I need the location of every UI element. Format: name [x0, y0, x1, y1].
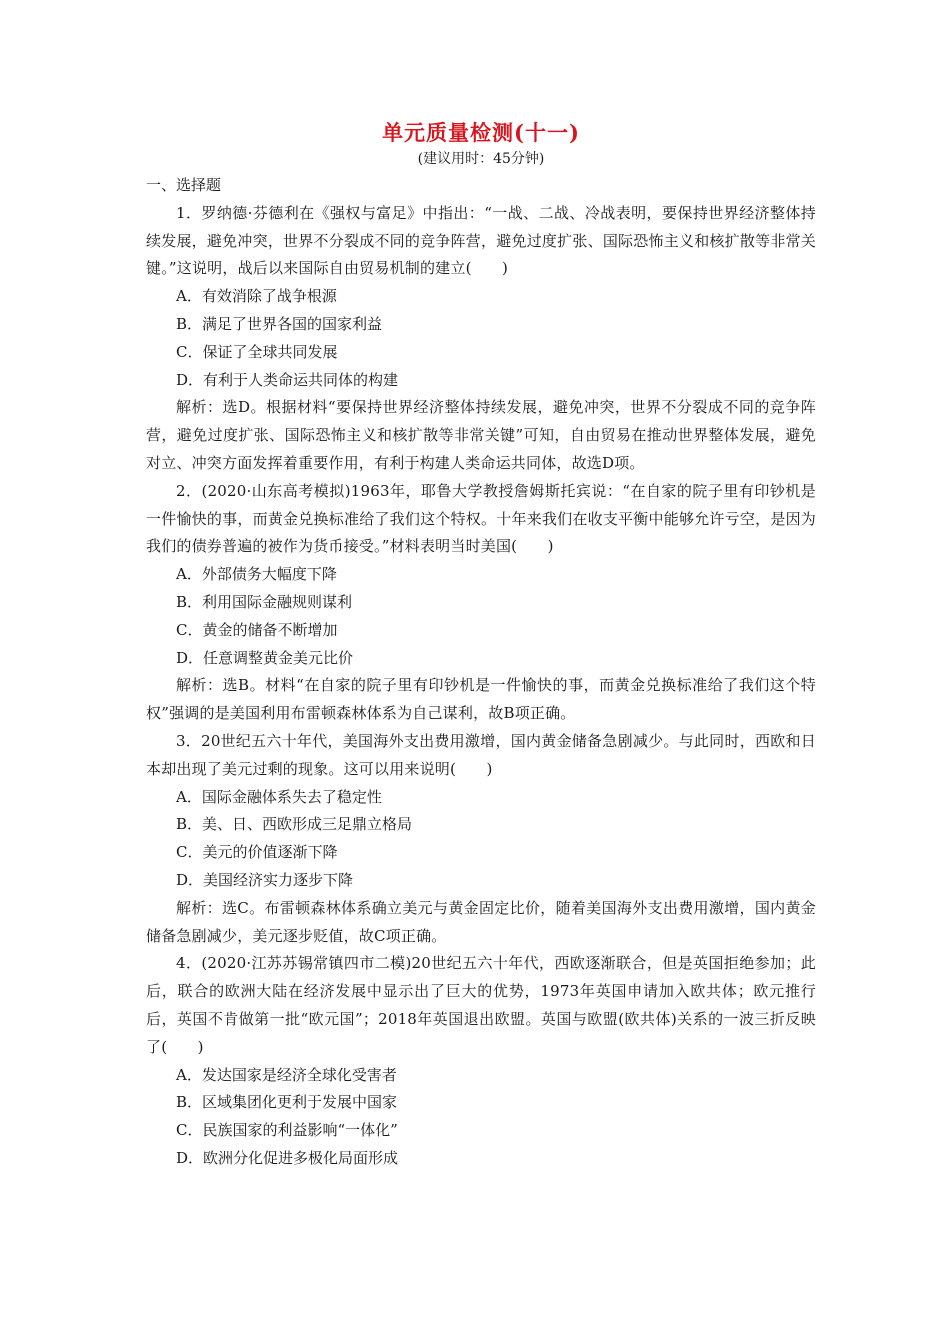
question-stem: 3．20世纪五六十年代，美国海外支出费用激增，国内黄金储备急剧减少。与此同时，西欧和日本却出现了美元过剩的现象。这可以用来说明( ) — [146, 731, 816, 778]
option-c: C．民族国家的利益影响“一体化” — [176, 1121, 398, 1140]
option-b: B．利用国际金融规则谋利 — [176, 592, 353, 611]
question-stem: 2．(2020·山东高考模拟)1963年，耶鲁大学教授詹姆斯托宾说：“在自家的院子里有印钞机是一件愉快的事，而黄金兑换标准给了我们这个特权。十年来我们在收支平衡中能够允许亏空，是因为我们的债券普遍的被作为货币接受。”材料表明当时美国( ) — [146, 481, 816, 556]
option-d: D．欧洲分化促进多极化局面形成 — [176, 1148, 399, 1167]
analysis: 解析：选B。材料“在自家的院子里有印钞机是一件愉快的事，而黄金兑换标准给了我们这个特权”强调的是美国利用布雷顿森林体系为自己谋利，故B项正确。 — [146, 676, 816, 723]
option-d: D．任意调整黄金美元比价 — [176, 648, 354, 667]
option-b: B．区域集团化更利于发展中国家 — [176, 1093, 398, 1112]
question-4 — [146, 950, 816, 1172]
option-a: A．国际金融体系失去了稳定性 — [176, 787, 382, 806]
question-stem: 1．罗纳德·芬德利在《强权与富足》中指出：“一战、二战、冷战表明，要保持世界经济整体持续发展，避免冲突，世界不分裂成不同的竞争阵营，避免过度扩张、国际恐怖主义和核扩散等非常关键。”这说明，战后以来国际自由贸易机制的建立( ) — [146, 203, 816, 278]
option-c: C．美元的价值逐渐下降 — [176, 843, 338, 862]
option-a: A．发达国家是经济全球化受害者 — [176, 1065, 397, 1084]
option-a: A．有效消除了战争根源 — [176, 287, 337, 306]
question-2 — [146, 478, 816, 728]
option-b: B．美、日、西欧形成三足鼎立格局 — [176, 815, 413, 834]
time-suggestion: (建议用时：45分钟) — [417, 151, 545, 167]
option-b: B．满足了世界各国的国家利益 — [176, 314, 383, 333]
option-a: A．外部债务大幅度下降 — [176, 565, 337, 584]
analysis: 解析：选D。根据材料“要保持世界经济整体持续发展，避免冲突，世界不分裂成不同的竞争阵营，避免过度扩张、国际恐怖主义和核扩散等非常关键”可知，自由贸易在推动世界整体发展，避免对立、冲突方面发挥着重要作用，有利于构建人类命运共同体，故选D项。 — [146, 398, 816, 472]
page-title: 单元质量检测(十一) — [382, 120, 580, 145]
option-c: C．保证了全球共同发展 — [176, 342, 338, 361]
option-d: D．有利于人类命运共同体的构建 — [176, 370, 399, 389]
question-3 — [146, 728, 816, 950]
option-c: C．黄金的储备不断增加 — [176, 620, 338, 639]
document-page — [146, 118, 816, 1173]
option-d: D．美国经济实力逐步下降 — [176, 870, 354, 889]
analysis: 解析：选C。布雷顿森林体系确立美元与黄金固定比价，随着美国海外支出费用激增，国内黄金储备急剧减少，美元逐步贬值，故C项正确。 — [146, 898, 816, 945]
question-stem: 4．(2020·江苏苏锡常镇四市二模)20世纪五六十年代，西欧逐渐联合，但是英国拒绝参加；此后，联合的欧洲大陆在经济发展中显示出了巨大的优势，1973年英国申请加入欧共体；欧元推行后，英国不肯做第一批“欧元国”；2018年英国退出欧盟。英国与欧盟(欧共体)关系的一波三折反映了( ) — [146, 954, 816, 1056]
section-heading: 一、选择题 — [146, 176, 222, 194]
question-1 — [146, 200, 816, 478]
